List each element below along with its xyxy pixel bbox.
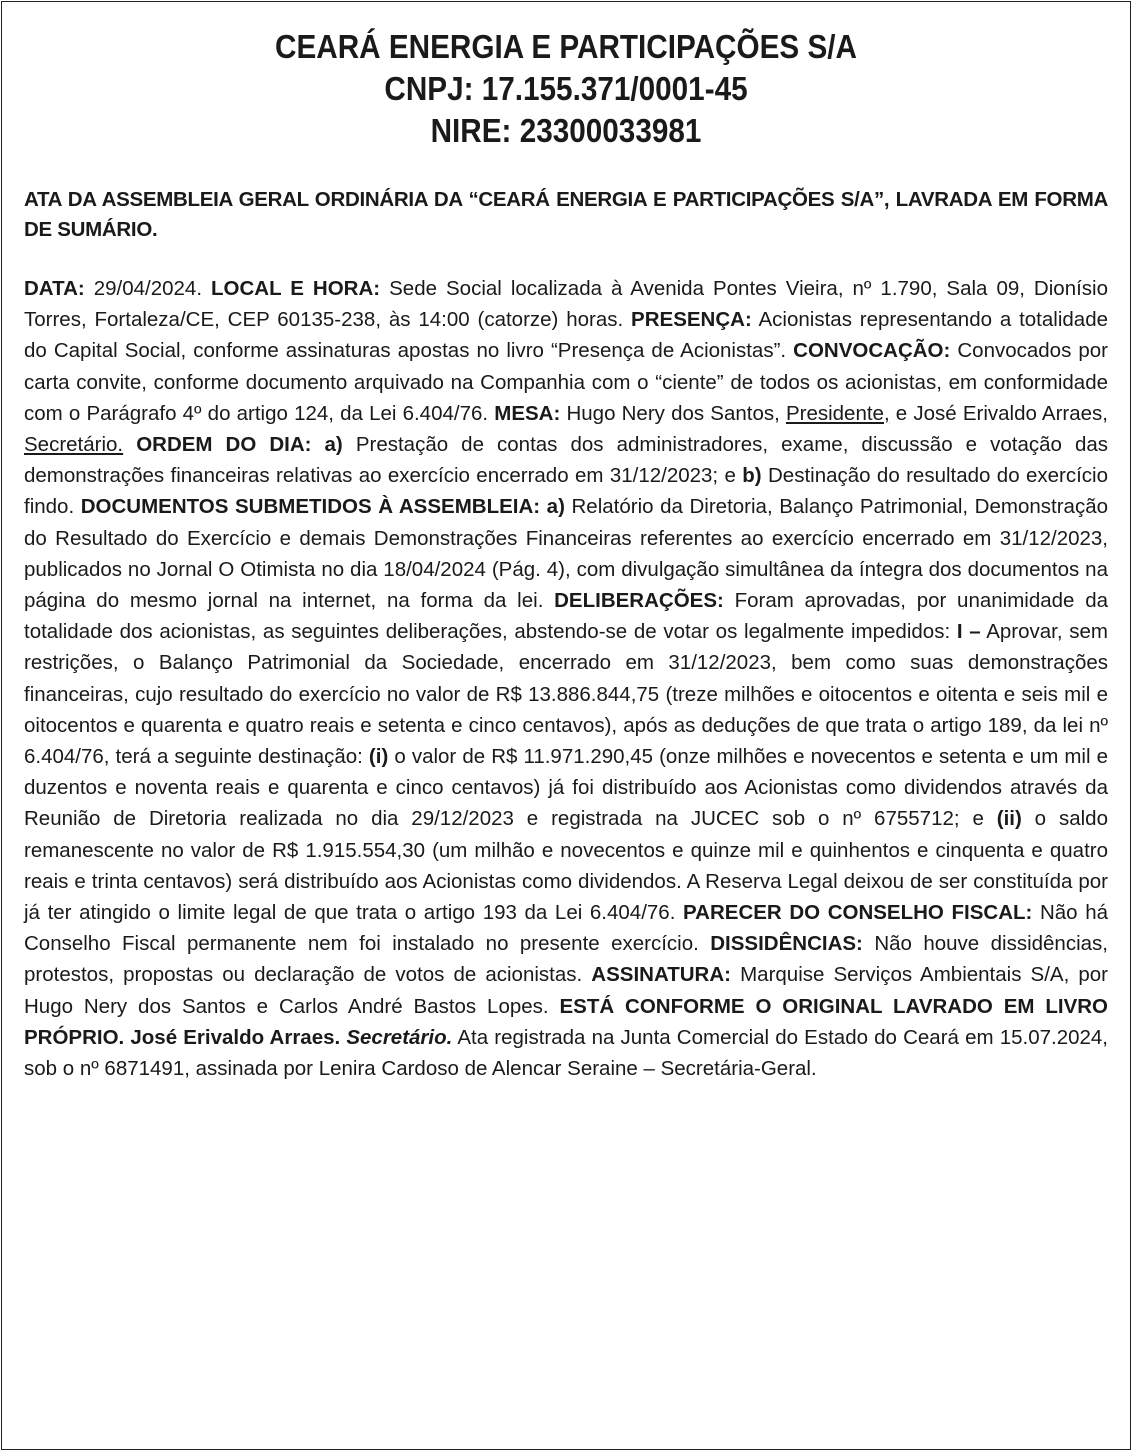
ordem-label: ORDEM DO DIA: [123,433,325,457]
item-i-label: I – [956,620,981,644]
mesa-presidente: Presidente, [785,401,890,425]
deliberacoes-text: Foram aprovadas, por unanimidade da totalidade dos acionistas, as seguintes deliberações, abstendo-se de votar os legalmente impedidos: [24,589,1108,644]
convocacao-label: CONVOCAÇÃO: [793,339,951,363]
document-body [24,273,1108,1084]
local-label: LOCAL E HORA: [211,277,381,300]
sub-item-ii-text: o saldo remanescente no valor de R$ 1.915.554,30 (um milhão e novecentos e quinze mil e quinhentos e cinquenta e quatro reais e trinta centavos) será distribuído aos Acionistas como dividendos. A Reserva Legal deixou de ser constituída por já ter atingido o limite legal de que trata o artigo 193 da Lei 6.404/76. [24,807,1108,925]
local-value: Sede Social localizada à Avenida Pontes Vieira, nº 1.790, Sala 09, Dionísio Torres, Fortaleza/CE, CEP 60135-238, às 14:00 (catorze) horas. [24,277,1108,332]
mesa-label: MESA: [494,401,561,425]
parecer-text: Não há Conselho Fiscal permanente nem foi instalado no presente exercício. [24,901,1108,956]
documentos-text: Relatório da Diretoria, Balanço Patrimonial, Demonstração do Resultado do Exercício e demais Demonstrações Financeiras referentes ao exercício encerrado em 31/12/2023, publicados no Jornal O Otimista no dia 18/04/2024 (Pág. 4), com divulgação simultânea da íntegra dos documentos na página do mesmo jornal na internet, na forma da lei. [24,495,1108,613]
documentos-label: DOCUMENTOS SUBMETIDOS À ASSEMBLEIA: a) [80,495,565,519]
date-value: 29/04/2024. [84,277,212,300]
ordem-item-a: a) [324,433,343,457]
presenca-label: PRESENÇA: [631,308,752,332]
sub-item-ii-label: (ii) [996,807,1022,831]
conforme-statement: ESTÁ CONFORME O ORIGINAL LAVRADO EM LIVRO PRÓPRIO. José Erivaldo Arraes. [24,994,1109,1049]
ordem-item-a-text: Prestação de contas dos administradores, exame, discussão e votação das demonstrações financeiras relativas ao exercício encerrado em 31/12/2023; e [24,433,1108,488]
assinatura-text: Marquise Serviços Ambientais S/A, por Hugo Nery dos Santos e Carlos André Bastos Lopes. [24,963,1108,1018]
sub-item-i-text: o valor de R$ 11.971.290,45 (onze milhões e novecentos e setenta e um mil e duzentos e noventa reais e quarenta e cinco centavos) já foi distribuído aos Acionistas como dividendos através da Reunião de Diretoria realizada no dia 29/12/2023 e registrada na JUCEC sob o nº 6755712; e [24,745,1108,831]
mesa-value-1: Hugo Nery dos Santos, [560,401,786,425]
date-label: DATA: [24,277,85,300]
ordem-item-b-text: Destinação do resultado do exercício findo. [24,464,1108,519]
parecer-label: PARECER DO CONSELHO FISCAL: [683,901,1033,925]
company-name: CEARÁ ENERGIA E PARTICIPAÇÕES S/A [275,28,857,65]
document-title: ATA DA ASSEMBLEIA GERAL ORDINÁRIA DA “CEARÁ ENERGIA E PARTICIPAÇÕES S/A”, LAVRADA EM FORMA DE SUMÁRIO. [24,188,1108,241]
company-cnpj: CNPJ: 17.155.371/0001-45 [384,70,748,107]
dissidencias-text: Não houve dissidências, protestos, propostas ou declaração de votos de acionistas. [24,932,1108,987]
presenca-value: Acionistas representando a totalidade do Capital Social, conforme assinaturas apostas no livro “Presença de Acionistas”. [24,308,1108,363]
sub-item-i-label: (i) [368,745,389,769]
ordem-item-b: b) [742,464,762,488]
deliberacoes-label: DELIBERAÇÕES: [554,589,724,613]
mesa-secretario: Secretário. [24,433,124,457]
registro-text: Ata registrada na Junta Comercial do Estado do Ceará em 15.07.2024, sob o nº 6871491, assinada por Lenira Cardoso de Alencar Seraine – Secretária-Geral. [24,1025,1108,1081]
company-nire: NIRE: 23300033981 [430,112,702,149]
mesa-value-2: e José Erivaldo Arraes, [889,401,1108,425]
secretario-title: Secretário. [340,1025,453,1049]
item-i-text: Aprovar, sem restrições, o Balanço Patrimonial da Sociedade, encerrado em 31/12/2023, bem como suas demonstrações financeiras, cujo resultado do exercício no valor de R$ 13.886.844,75 (treze milhões e oitocentos e oitenta e seis mil e oitocentos e quarenta e quatro reais e setenta e cinco centavos), após as deduções de que trata o artigo 189, da lei nº 6.404/76, terá a seguinte destinação: [24,620,1108,769]
document-frame [1,1,1131,1450]
assinatura-label: ASSINATURA: [591,963,731,987]
convocacao-value: Convocados por carta convite, conforme documento arquivado na Companhia com o “ciente” de todos os acionistas, em conformidade com o Parágrafo 4º do artigo 124, da Lei 6.404/76. [24,339,1109,425]
dissidencias-label: DISSIDÊNCIAS: [710,932,863,956]
document-header [58,2,1073,152]
